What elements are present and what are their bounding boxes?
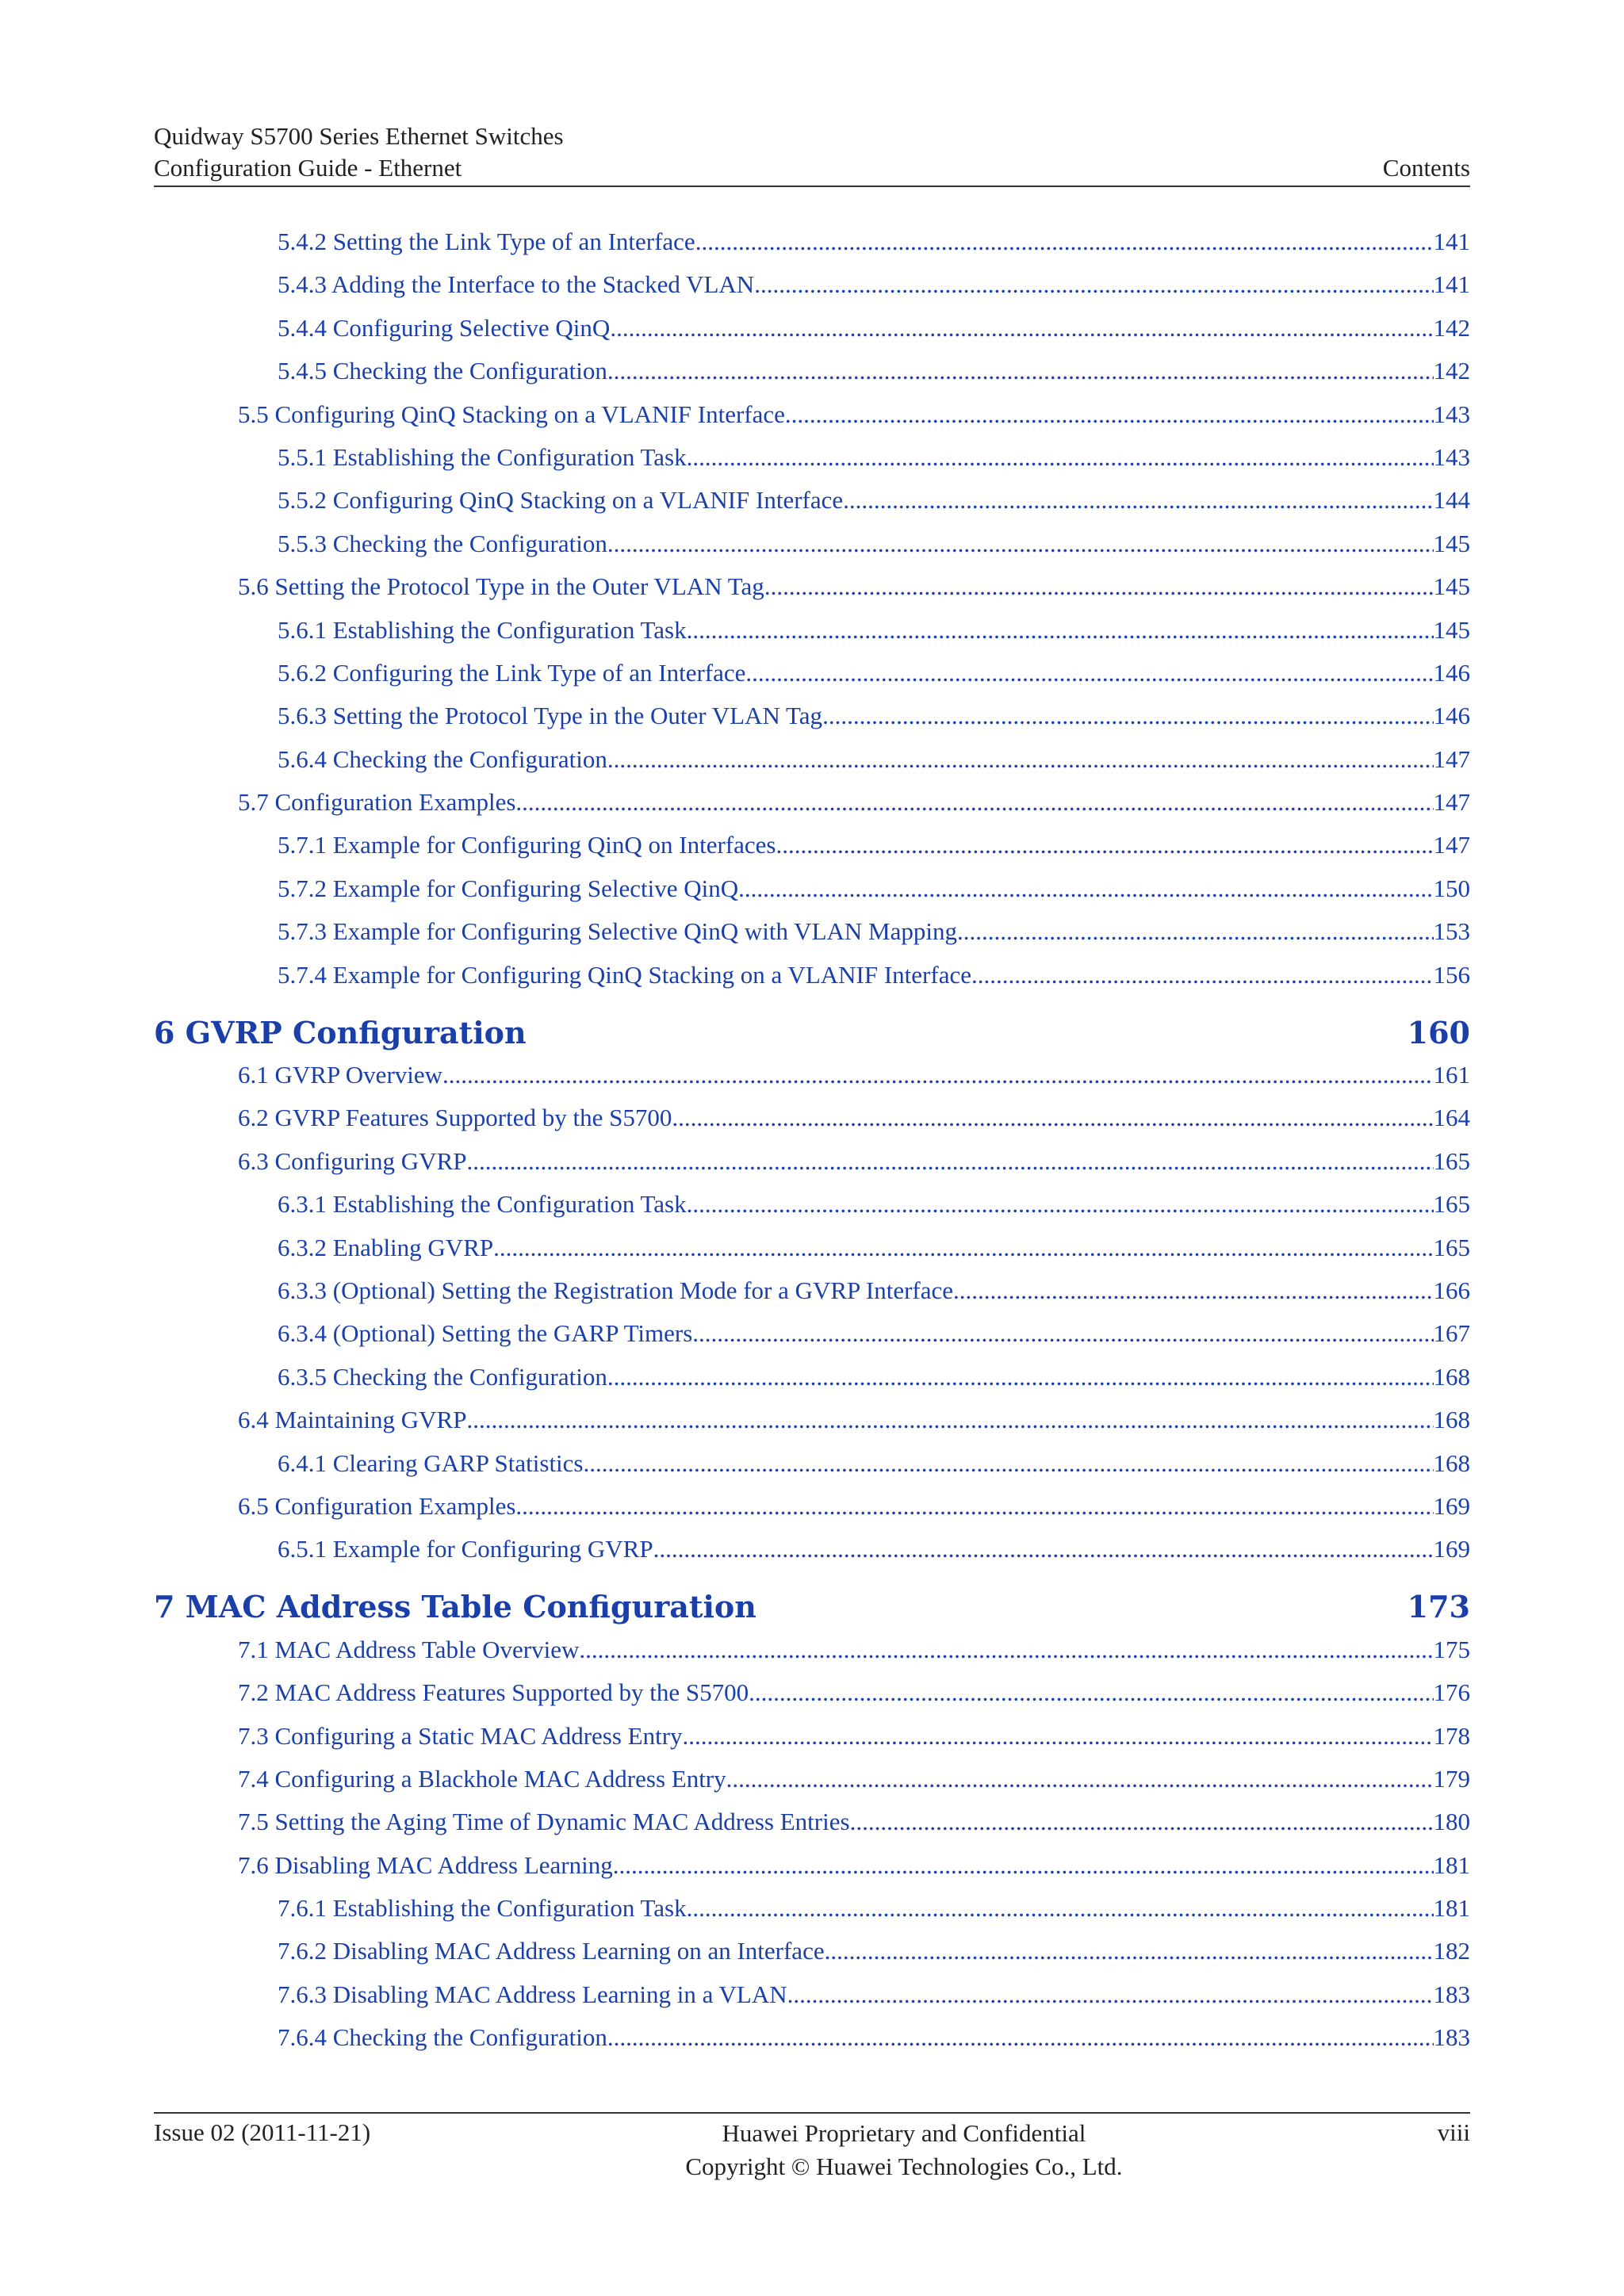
toc-entry[interactable] [154, 1363, 1470, 1406]
toc-entry-title: 5.5 Configuring QinQ Stacking on a VLANIF Interface [238, 400, 785, 428]
toc-entry-title: 6.3.3 (Optional) Setting the Registration Mode for a GVRP Interface [278, 1276, 954, 1304]
toc-entry[interactable] [154, 1190, 1470, 1233]
footer-row [154, 2117, 1470, 2183]
toc-entry[interactable] [154, 1765, 1470, 1808]
dot-leader [754, 270, 1433, 299]
toc-entry-title: 7.1 MAC Address Table Overview [238, 1635, 580, 1663]
dot-leader [687, 1190, 1434, 1219]
dot-leader [776, 831, 1433, 859]
dot-leader [749, 1678, 1433, 1707]
toc-entry-page: 183 [1433, 1980, 1470, 2008]
toc-entry-page: 165 [1433, 1190, 1470, 1219]
toc-chapter-entry[interactable] [154, 1578, 1470, 1636]
toc-entry-page: 173 [1407, 1589, 1470, 1625]
toc-entry[interactable] [154, 2023, 1470, 2066]
dot-leader [726, 1765, 1434, 1793]
toc-entry[interactable] [154, 1104, 1470, 1146]
toc-entry-title: 7.4 Configuring a Blackhole MAC Address Entry [238, 1764, 726, 1793]
toc-entry-title: 5.7.1 Example for Configuring QinQ on Interfaces [278, 831, 776, 859]
toc-entry-title: 5.6.4 Checking the Configuration [278, 744, 607, 773]
toc-entry-page: 164 [1433, 1104, 1470, 1132]
toc-entry-title: 5.6.1 Establishing the Configuration Task [278, 615, 687, 644]
dot-leader [850, 1808, 1434, 1836]
proprietary-notice: Huawei Proprietary and Confidential [722, 2119, 1086, 2147]
page-number: viii [1437, 2118, 1470, 2146]
toc-entry-page: 183 [1433, 2023, 1470, 2052]
toc-entry-title: 7.6.3 Disabling MAC Address Learning in a VLAN [278, 1980, 787, 2008]
toc-entry-title: 6.3 Configuring GVRP [238, 1146, 467, 1175]
toc-entry-title: 7.3 Configuring a Static MAC Address Entry [238, 1721, 683, 1750]
toc-entry-title: 7.6 Disabling MAC Address Learning [238, 1850, 613, 1879]
dot-leader [493, 1234, 1433, 1262]
page-header [154, 121, 1470, 187]
toc-entry-title: 6.3.1 Establishing the Configuration Task [278, 1190, 687, 1219]
toc-entry[interactable] [154, 314, 1470, 357]
toc-entry-title: 7.5 Setting the Aging Time of Dynamic MAC Address Entries [238, 1808, 850, 1836]
toc-entry-page: 165 [1433, 1146, 1470, 1175]
toc-entry[interactable] [154, 530, 1470, 572]
dot-leader [607, 745, 1434, 774]
toc-entry-title: 6.1 GVRP Overview [238, 1061, 443, 1089]
toc-entry-title: 5.4.4 Configuring Selective QinQ [278, 313, 611, 342]
toc-entry-title: 6.2 GVRP Features Supported by the S5700 [238, 1104, 672, 1132]
toc-entry-title: 5.7.4 Example for Configuring QinQ Stacking on a VLANIF Interface [278, 960, 971, 989]
toc-entry-title: 5.7.2 Example for Configuring Selective QinQ [278, 874, 739, 902]
toc-entry[interactable] [154, 486, 1470, 529]
dot-leader [843, 486, 1433, 515]
toc-entry-page: 180 [1433, 1808, 1470, 1836]
dot-leader [764, 572, 1434, 601]
footer-center [685, 2117, 1122, 2183]
toc-entry-page: 167 [1433, 1319, 1470, 1348]
toc-entry-title: 6.3.5 Checking the Configuration [278, 1362, 607, 1391]
toc-entry-page: 169 [1433, 1535, 1470, 1563]
toc-entry-title: 6.5 Configuration Examples [238, 1491, 516, 1520]
toc-entry-page: 169 [1433, 1491, 1470, 1520]
dot-leader [515, 1492, 1433, 1521]
dot-leader [527, 1026, 1408, 1039]
toc-entry-page: 141 [1433, 228, 1470, 255]
toc-entry-title: 6.4.1 Clearing GARP Statistics [278, 1448, 584, 1477]
toc-entry[interactable] [154, 745, 1470, 788]
toc-entry[interactable] [154, 1406, 1470, 1448]
dot-leader [687, 1894, 1434, 1923]
toc-entry-title: 7.2 MAC Address Features Supported by the S5700 [238, 1678, 749, 1707]
toc-entry-page: 145 [1433, 572, 1470, 601]
toc-entry-page: 142 [1433, 357, 1470, 385]
toc-entry-page: 168 [1433, 1448, 1470, 1477]
toc-entry[interactable] [154, 572, 1470, 615]
toc-entry[interactable] [154, 702, 1470, 744]
toc-entry-title: 7.6.2 Disabling MAC Address Learning on an Interface [278, 1937, 825, 1965]
toc-entry[interactable] [154, 443, 1470, 486]
dot-leader [971, 961, 1434, 989]
toc-entry[interactable] [154, 1722, 1470, 1765]
dot-leader [610, 314, 1433, 342]
toc-entry[interactable] [154, 1492, 1470, 1535]
toc-entry-page: 181 [1433, 1894, 1470, 1923]
toc-entry[interactable] [154, 1894, 1470, 1937]
toc-entry[interactable] [154, 659, 1470, 702]
dot-leader [787, 1980, 1434, 2009]
toc-entry-page: 160 [1407, 1014, 1470, 1050]
toc-entry[interactable] [154, 1636, 1470, 1678]
toc-entry[interactable] [154, 1061, 1470, 1104]
toc-entry-page: 147 [1433, 788, 1470, 817]
toc-entry-page: 144 [1433, 486, 1470, 515]
toc-entry[interactable] [154, 1535, 1470, 1578]
header-row-bottom [154, 152, 1470, 184]
dot-leader [613, 1851, 1434, 1880]
dot-leader [745, 659, 1433, 687]
toc-entry-title: 6 GVRP Configuration [154, 1014, 527, 1050]
toc-entry-page: 178 [1433, 1721, 1470, 1750]
toc-entry[interactable] [154, 961, 1470, 1004]
dot-leader [584, 1449, 1434, 1478]
toc-entry[interactable] [154, 357, 1470, 400]
product-title: Quidway S5700 Series Ethernet Switches [154, 122, 564, 150]
dot-leader [822, 702, 1433, 730]
copyright-notice: Copyright © Huawei Technologies Co., Ltd. [685, 2152, 1123, 2180]
toc-entry[interactable] [154, 1319, 1470, 1362]
dot-leader [579, 1636, 1433, 1664]
table-of-contents [154, 228, 1470, 2067]
dot-leader [607, 1363, 1434, 1391]
toc-entry-page: 150 [1433, 874, 1470, 902]
toc-entry-title: 5.6.2 Configuring the Link Type of an Interface [278, 658, 746, 687]
toc-entry-title: 5.5.2 Configuring QinQ Stacking on a VLANIF Interface [278, 486, 844, 515]
toc-entry-title: 6.4 Maintaining GVRP [238, 1406, 467, 1434]
toc-entry-title: 5.6.3 Setting the Protocol Type in the Outer VLAN Tag [278, 702, 823, 730]
toc-entry-title: 5.5.3 Checking the Configuration [278, 529, 607, 557]
dot-leader [687, 616, 1434, 645]
toc-entry-title: 5.4.5 Checking the Configuration [278, 357, 607, 385]
dot-leader [695, 228, 1434, 256]
dot-leader [692, 1319, 1433, 1348]
dot-leader [756, 1601, 1408, 1613]
dot-leader [785, 400, 1434, 429]
toc-entry-title: 5.4.2 Setting the Link Type of an Interface [278, 228, 695, 255]
dot-leader [953, 1276, 1433, 1305]
toc-entry[interactable] [154, 788, 1470, 831]
toc-entry-title: 5.5.1 Establishing the Configuration Task [278, 442, 687, 471]
toc-entry[interactable] [154, 616, 1470, 659]
toc-entry-page: 168 [1433, 1362, 1470, 1391]
toc-entry-title: 6.3.2 Enabling GVRP [278, 1233, 494, 1261]
toc-entry-page: 146 [1433, 702, 1470, 730]
toc-entry-title: 7 MAC Address Table Configuration [154, 1589, 756, 1625]
toc-entry[interactable] [154, 1449, 1470, 1492]
dot-leader [467, 1147, 1434, 1176]
issue-date: Issue 02 (2011-11-21) [154, 2118, 371, 2146]
page-footer [154, 2112, 1470, 2183]
toc-entry-page: 143 [1433, 400, 1470, 428]
toc-entry-page: 143 [1433, 442, 1470, 471]
toc-entry[interactable] [154, 228, 1470, 270]
toc-entry-page: 147 [1433, 831, 1470, 859]
dot-leader [738, 874, 1433, 903]
toc-entry[interactable] [154, 400, 1470, 443]
toc-entry-page: 161 [1433, 1061, 1470, 1089]
toc-entry-page: 175 [1433, 1635, 1470, 1663]
toc-entry-page: 141 [1433, 270, 1470, 299]
dot-leader [466, 1406, 1433, 1434]
toc-entry-page: 153 [1433, 917, 1470, 946]
toc-entry-page: 181 [1433, 1850, 1470, 1879]
dot-leader [957, 917, 1434, 946]
toc-entry-title: 6.3.4 (Optional) Setting the GARP Timers [278, 1319, 693, 1348]
guide-title: Configuration Guide - Ethernet [154, 154, 462, 182]
toc-entry-title: 7.6.4 Checking the Configuration [278, 2023, 607, 2052]
dot-leader [825, 1937, 1434, 1965]
dot-leader [672, 1104, 1433, 1132]
toc-entry-page: 182 [1433, 1937, 1470, 1965]
toc-entry[interactable] [154, 874, 1470, 917]
header-row-top [154, 121, 1470, 152]
toc-entry[interactable] [154, 1234, 1470, 1276]
toc-entry[interactable] [154, 1276, 1470, 1319]
toc-entry-title: 5.4.3 Adding the Interface to the Stacked VLAN [278, 270, 755, 299]
dot-leader [607, 2023, 1434, 2052]
dot-leader [607, 357, 1434, 385]
toc-entry-page: 145 [1433, 529, 1470, 557]
toc-entry-title: 7.6.1 Establishing the Configuration Task [278, 1894, 687, 1923]
toc-entry-page: 166 [1433, 1276, 1470, 1304]
toc-entry-page: 168 [1433, 1406, 1470, 1434]
toc-entry-title: 5.7.3 Example for Configuring Selective QinQ with VLAN Mapping [278, 917, 957, 946]
dot-leader [653, 1535, 1434, 1563]
toc-entry-title: 6.5.1 Example for Configuring GVRP [278, 1535, 653, 1563]
toc-chapter-entry[interactable] [154, 1004, 1470, 1061]
toc-entry-page: 142 [1433, 313, 1470, 342]
toc-entry-page: 165 [1433, 1233, 1470, 1261]
toc-entry-title: 5.6 Setting the Protocol Type in the Outer VLAN Tag [238, 572, 764, 601]
toc-entry[interactable] [154, 1980, 1470, 2023]
dot-leader [515, 788, 1433, 817]
toc-entry-page: 145 [1433, 615, 1470, 644]
toc-entry[interactable] [154, 831, 1470, 874]
toc-entry-page: 156 [1433, 960, 1470, 989]
section-name: Contents [1382, 154, 1470, 182]
toc-entry-page: 179 [1433, 1764, 1470, 1793]
toc-entry-page: 147 [1433, 744, 1470, 773]
toc-entry[interactable] [154, 1937, 1470, 1980]
toc-entry[interactable] [154, 1678, 1470, 1721]
toc-entry[interactable] [154, 270, 1470, 313]
dot-leader [607, 530, 1434, 558]
toc-entry[interactable] [154, 1851, 1470, 1894]
toc-entry[interactable] [154, 1808, 1470, 1850]
toc-entry-page: 176 [1433, 1678, 1470, 1707]
toc-entry[interactable] [154, 1147, 1470, 1190]
toc-entry-title: 5.7 Configuration Examples [238, 788, 516, 817]
toc-entry[interactable] [154, 917, 1470, 960]
dot-leader [683, 1722, 1434, 1751]
dot-leader [687, 443, 1434, 472]
toc-entry-page: 146 [1433, 658, 1470, 687]
dot-leader [442, 1061, 1433, 1089]
